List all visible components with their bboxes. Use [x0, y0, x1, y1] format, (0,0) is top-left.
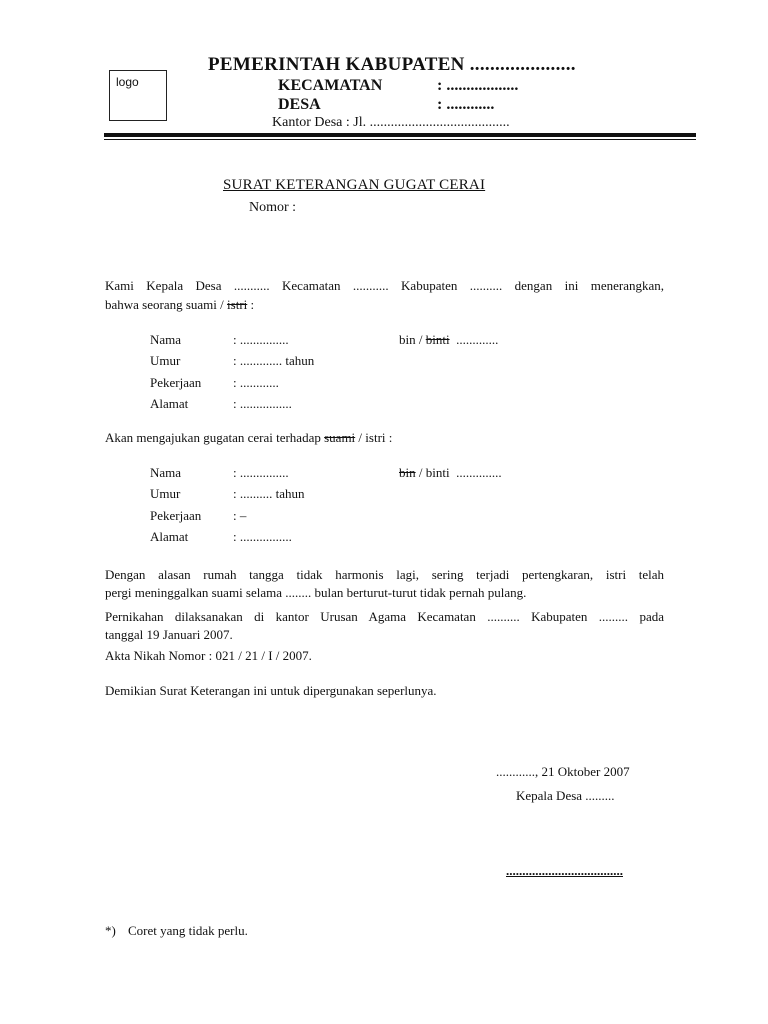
footnote-mark: *)	[105, 923, 116, 938]
letterhead-office-address: Kantor Desa : Jl. ........................................	[272, 115, 510, 130]
husband-name-value: : ...............	[233, 332, 289, 347]
husband-address-label: Alamat	[150, 396, 189, 411]
marriage-line-1: Pernikahan dilaksanakan di kantor Urusan Agama Kecamatan .......... Kabupaten ......... pada	[105, 609, 664, 624]
husband-job-value: : ............	[233, 375, 279, 390]
reason-line-2: pergi meninggalkan suami selama ........ bulan berturut-turut tidak pernah pulang.	[105, 585, 527, 600]
footnote-text: Coret yang tidak perlu.	[128, 923, 248, 938]
logo-label: logo	[116, 75, 139, 89]
husband-bin: bin / binti .............	[399, 332, 499, 347]
intro-line-1: Kami Kepala Desa ........... Kecamatan ........... Kabupaten .......... dengan ini menerangkan,	[105, 278, 664, 293]
husband-job-label: Pekerjaan	[150, 375, 202, 390]
logo-placeholder	[109, 70, 167, 121]
intro-line-2: bahwa seorang suami / istri :	[105, 297, 255, 312]
husband-name-label: Nama	[150, 332, 182, 347]
document-title: SURAT KETERANGAN GUGAT CERAI	[223, 177, 486, 193]
husband-address-value: : ................	[233, 396, 292, 411]
wife-job-label: Pekerjaan	[150, 508, 202, 523]
closing-statement: Demikian Surat Keterangan ini untuk dipergunakan seperlunya.	[105, 683, 437, 698]
struck-istri: istri	[227, 297, 248, 312]
wife-address-label: Alamat	[150, 529, 189, 544]
letterhead-rule-thin	[104, 139, 696, 140]
wife-name-label: Nama	[150, 465, 182, 480]
marriage-line-2: tanggal 19 Januari 2007.	[105, 627, 233, 642]
document-number: Nomor :	[249, 200, 297, 215]
husband-age-value: : ............. tahun	[233, 353, 315, 368]
reason-line-1: Dengan alasan rumah tangga tidak harmonis lagi, sering terjadi pertengkaran, istri telah	[105, 567, 664, 582]
letterhead-rule-thick	[104, 133, 696, 137]
wife-address-value: : ................	[233, 529, 292, 544]
wife-age-label: Umur	[150, 486, 181, 501]
signer-name-line: ....................................	[506, 863, 623, 878]
wife-job-value: : –	[233, 508, 247, 523]
wife-binti: bin / binti ..............	[399, 465, 502, 480]
letterhead-government: PEMERINTAH KABUPATEN .....................	[208, 54, 576, 75]
struck-suami: suami	[324, 430, 356, 445]
husband-age-label: Umur	[150, 353, 181, 368]
letterhead-desa-value: : ............	[437, 96, 495, 113]
wife-age-value: : .......... tahun	[233, 486, 305, 501]
letterhead-kecamatan-value: : ..................	[437, 77, 519, 94]
wife-name-value: : ...............	[233, 465, 289, 480]
marriage-certificate-number: Akta Nikah Nomor : 021 / 21 / I / 2007.	[105, 648, 312, 663]
letterhead-desa-label: DESA	[278, 96, 321, 113]
place-date: ............, 21 Oktober 2007	[496, 764, 630, 779]
letterhead-kecamatan-label: KECAMATAN	[278, 77, 383, 94]
against-line: Akan mengajukan gugatan cerai terhadap suami / istri :	[105, 430, 393, 445]
signer-title: Kepala Desa .........	[516, 788, 615, 803]
